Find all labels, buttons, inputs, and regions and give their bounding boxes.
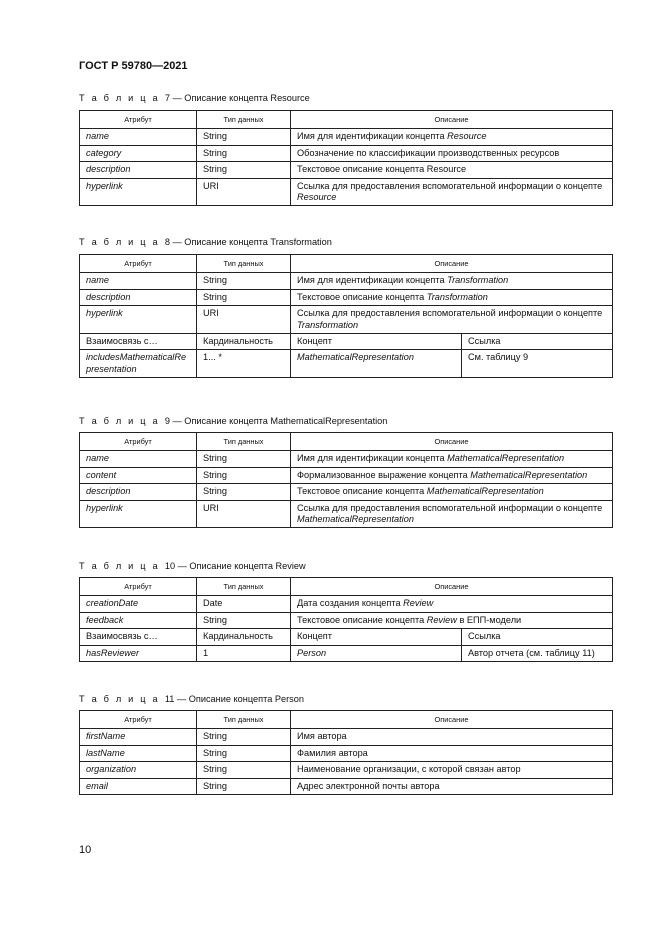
description-text: Имя автора [297, 731, 347, 742]
type-cell: String [197, 289, 291, 305]
col-header-type: Тип данных [197, 433, 291, 451]
type-cell: URI [197, 178, 291, 206]
description-italic: Review [403, 598, 434, 609]
relation-header-reference: Ссылка [462, 629, 613, 645]
table-number: 8 [164, 237, 170, 247]
type-cell: String [197, 745, 291, 761]
type-cell: String [197, 729, 291, 745]
table-9 [79, 432, 613, 528]
col-header-type: Тип данных [197, 711, 291, 729]
table-row [80, 745, 613, 761]
table-header-row [80, 111, 613, 129]
relation-concept-cell: MathematicalRepresentation [291, 350, 462, 378]
attribute-cell: description [80, 289, 197, 305]
col-header-desc: Описание [291, 255, 613, 273]
description-cell [291, 484, 613, 500]
type-cell: String [197, 762, 291, 778]
description-text: Обозначение по классификации производственных ресурсов [297, 147, 560, 158]
table-word: Т а б л и ц а [79, 694, 160, 704]
description-cell [291, 596, 613, 612]
description-suffix: в ЕПП-модели [456, 614, 522, 625]
type-cell: String [197, 778, 291, 794]
description-italic: Review [426, 614, 457, 625]
type-cell: String [197, 162, 291, 178]
table-caption-text: — Описание концепта MathematicalRepresentation [170, 416, 388, 426]
description-cell [291, 178, 613, 206]
relation-header-row [80, 629, 613, 645]
description-cell [291, 162, 613, 178]
table-row [80, 129, 613, 145]
description-text: Текстовое описание концепта [297, 614, 427, 625]
type-cell: String [197, 612, 291, 628]
description-cell [291, 273, 613, 289]
relation-header-concept: Концепт [291, 334, 462, 350]
table-9-caption [79, 416, 387, 426]
table-11-caption [79, 694, 304, 704]
type-cell: Date [197, 596, 291, 612]
col-header-desc: Описание [291, 578, 613, 596]
table-caption-text: — Описание концепта Review [175, 561, 306, 571]
col-header-desc: Описание [291, 111, 613, 129]
attribute-cell: description [80, 162, 197, 178]
table-10 [79, 577, 613, 662]
table-row [80, 306, 613, 334]
description-text: Ссылка для предоставления вспомогательной информации о концепте [297, 308, 603, 319]
description-text: Текстовое описание концепта [297, 291, 427, 302]
table-10-caption [79, 561, 306, 571]
type-cell: String [197, 484, 291, 500]
table-caption-text: — Описание концепта Resource [170, 93, 310, 103]
description-cell [291, 745, 613, 761]
table-header-row [80, 578, 613, 596]
col-header-desc: Описание [291, 433, 613, 451]
attribute-cell: name [80, 451, 197, 467]
relation-attribute-cell: includesMathematicalRepresentation [80, 350, 197, 378]
description-cell [291, 451, 613, 467]
col-header-attr: Атрибут [80, 433, 197, 451]
attribute-cell: content [80, 467, 197, 483]
description-text: Ссылка для предоставления вспомогательной информации о концепте [297, 180, 603, 191]
table-row [80, 289, 613, 305]
type-cell: String [197, 145, 291, 161]
table-row [80, 145, 613, 161]
relation-header-row [80, 334, 613, 350]
attribute-cell: name [80, 273, 197, 289]
table-row [80, 612, 613, 628]
col-header-attr: Атрибут [80, 111, 197, 129]
description-italic: MathematicalRepresentation [470, 469, 588, 480]
relation-header-attr: Взаимосвязь с… [80, 629, 197, 645]
description-cell [291, 729, 613, 745]
type-cell: URI [197, 306, 291, 334]
description-text: Ссылка для предоставления вспомогательной информации о концепте [297, 502, 603, 513]
description-text: Имя для идентификации концепта [297, 131, 448, 142]
table-row [80, 178, 613, 206]
description-italic: MathematicalRepresentation [447, 453, 565, 464]
description-italic: Resource [297, 192, 337, 203]
attribute-cell: organization [80, 762, 197, 778]
relation-header-reference: Ссылка [462, 334, 613, 350]
description-italic: MathematicalRepresentation [426, 486, 544, 497]
description-cell [291, 762, 613, 778]
attribute-cell: hyperlink [80, 306, 197, 334]
description-cell [291, 500, 613, 528]
type-cell: String [197, 451, 291, 467]
type-cell: String [197, 129, 291, 145]
table-row [80, 596, 613, 612]
table-header-row [80, 255, 613, 273]
table-number: 7 [164, 93, 170, 103]
attribute-cell: hyperlink [80, 178, 197, 206]
relation-header-concept: Концепт [291, 629, 462, 645]
table-row [80, 762, 613, 778]
description-text: Имя для идентификации концепта [297, 453, 448, 464]
table-row [80, 467, 613, 483]
description-text: Формализованное выражение концепта [297, 469, 471, 480]
attribute-cell: lastName [80, 745, 197, 761]
table-word: Т а б л и ц а [79, 237, 160, 247]
table-number: 11 [164, 694, 175, 704]
relation-cardinality-cell: 1 [197, 645, 291, 661]
table-word: Т а б л и ц а [79, 416, 160, 426]
description-cell [291, 612, 613, 628]
table-number: 10 [164, 561, 176, 571]
col-header-attr: Атрибут [80, 255, 197, 273]
attribute-cell: name [80, 129, 197, 145]
attribute-cell: firstName [80, 729, 197, 745]
description-text: Фамилия автора [297, 747, 368, 758]
table-row [80, 729, 613, 745]
attribute-cell: hyperlink [80, 500, 197, 528]
col-header-desc: Описание [291, 711, 613, 729]
description-italic: Resource [447, 131, 487, 142]
description-italic: Transformation [426, 291, 488, 302]
col-header-attr: Атрибут [80, 711, 197, 729]
description-cell [291, 467, 613, 483]
attribute-cell: feedback [80, 612, 197, 628]
description-cell [291, 289, 613, 305]
col-header-type: Тип данных [197, 578, 291, 596]
description-text: Адрес электронной почты автора [297, 780, 440, 791]
description-cell [291, 306, 613, 334]
document-header: ГОСТ Р 59780—2021 [79, 60, 188, 72]
relation-header-attr: Взаимосвязь с… [80, 334, 197, 350]
relation-row [80, 350, 613, 378]
relation-cardinality-cell: 1... * [197, 350, 291, 378]
description-cell [291, 778, 613, 794]
type-cell: URI [197, 500, 291, 528]
relation-concept-cell: Person [291, 645, 462, 661]
table-11 [79, 710, 613, 795]
relation-row [80, 645, 613, 661]
table-row [80, 778, 613, 794]
description-text: Имя для идентификации концепта [297, 275, 448, 286]
description-cell [291, 145, 613, 161]
attribute-cell: description [80, 484, 197, 500]
description-cell [291, 129, 613, 145]
relation-attribute-cell: hasReviewer [80, 645, 197, 661]
table-word: Т а б л и ц а [79, 93, 160, 103]
relation-reference-cell: Автор отчета (см. таблицу 11) [462, 645, 613, 661]
page-number: 10 [79, 844, 92, 856]
table-header-row [80, 433, 613, 451]
table-word: Т а б л и ц а [79, 561, 160, 571]
attribute-cell: category [80, 145, 197, 161]
col-header-attr: Атрибут [80, 578, 197, 596]
table-row [80, 484, 613, 500]
table-row [80, 273, 613, 289]
table-8-caption [79, 237, 332, 247]
description-text: Текстовое описание концепта Resource [297, 164, 467, 175]
table-caption-text: — Описание концепта Transformation [170, 237, 332, 247]
col-header-type: Тип данных [197, 111, 291, 129]
description-text: Наименование организации, с которой связан автор [297, 764, 521, 775]
table-header-row [80, 711, 613, 729]
table-number: 9 [164, 416, 170, 426]
description-text: Дата создания концепта [297, 598, 404, 609]
description-italic: Transformation [297, 319, 359, 330]
table-caption-text: — Описание концепта Person [174, 694, 304, 704]
attribute-cell: creationDate [80, 596, 197, 612]
table-row [80, 451, 613, 467]
type-cell: String [197, 467, 291, 483]
attribute-cell: email [80, 778, 197, 794]
type-cell: String [197, 273, 291, 289]
col-header-type: Тип данных [197, 255, 291, 273]
table-row [80, 500, 613, 528]
table-7 [79, 110, 613, 206]
relation-header-cardinality: Кардинальность [197, 629, 291, 645]
description-text: Текстовое описание концепта [297, 486, 427, 497]
table-7-caption [79, 93, 310, 103]
table-8 [79, 254, 613, 378]
description-italic: Transformation [447, 275, 509, 286]
relation-reference-cell: См. таблицу 9 [462, 350, 613, 378]
description-italic: MathematicalRepresentation [297, 514, 414, 525]
table-row [80, 162, 613, 178]
relation-header-cardinality: Кардинальность [197, 334, 291, 350]
